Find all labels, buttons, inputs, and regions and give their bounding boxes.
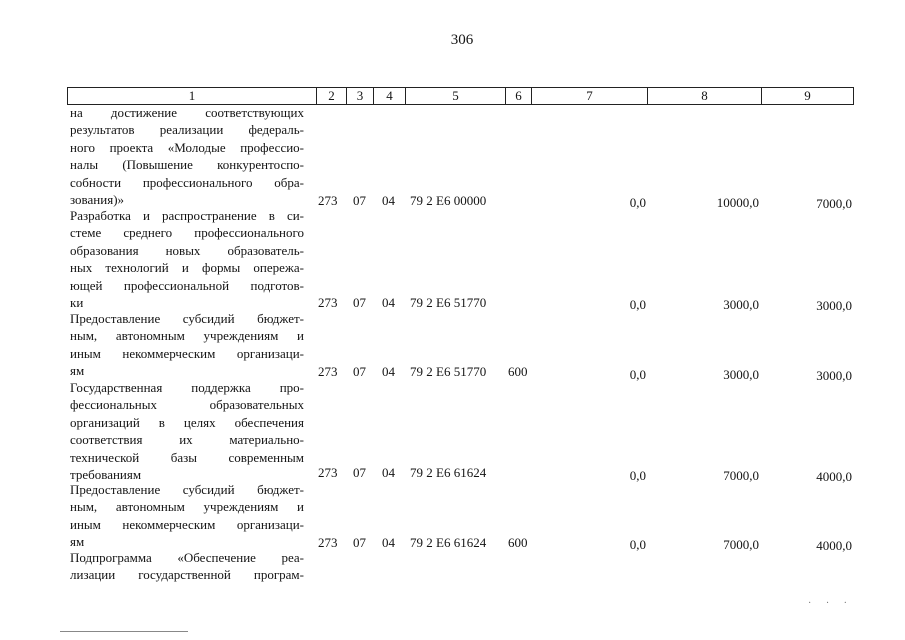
cell-ministry: 273	[318, 535, 338, 550]
header-col-8: 8	[648, 87, 762, 105]
header-col-5: 5	[406, 87, 506, 105]
cell-ministry: 273	[318, 295, 338, 310]
description-line: ям	[70, 534, 85, 550]
cell-target-code: 79 2 Е6 61624	[410, 465, 487, 480]
cell-col9-value: 7000,0	[816, 196, 852, 211]
cell-col8-value: 7000,0	[723, 537, 759, 552]
description-line: ки	[70, 295, 84, 311]
description-line: организаций в целях обеспечения	[70, 414, 304, 430]
header-col-2: 2	[317, 87, 347, 105]
description-line: образования новых образователь-	[70, 242, 304, 258]
cell-ministry: 273	[318, 364, 338, 379]
cell-col7-value: 0,0	[629, 537, 646, 552]
cell-expense-type: 600	[508, 535, 528, 550]
cell-target-code: 79 2 Е6 61624	[410, 535, 487, 550]
row-description	[70, 310, 304, 380]
cell-subsection: 04	[382, 535, 395, 550]
description-line: Подпрограмма «Обеспечение реа-	[70, 550, 304, 565]
description-line: Предоставление субсидий бюджет-	[70, 311, 304, 326]
cell-section: 07	[353, 364, 366, 379]
description-line: Разработка и распространение в си-	[70, 208, 304, 223]
row-description	[70, 379, 304, 483]
cell-col8-value: 10000,0	[716, 195, 759, 210]
cell-target-code: 79 2 Е6 51770	[410, 295, 487, 310]
description-line: результатов реализации федераль-	[70, 122, 304, 138]
description-line: зования)»	[70, 192, 125, 208]
row-description	[70, 481, 304, 551]
row-description	[70, 207, 304, 311]
cell-col8-value: 3000,0	[723, 367, 759, 382]
cell-section: 07	[353, 465, 366, 480]
cell-col9-value: 3000,0	[816, 368, 852, 383]
description-line: иным некоммерческим организаци-	[70, 345, 304, 361]
description-line: налы (Повышение конкурентоспо-	[70, 157, 304, 173]
row-description	[70, 549, 304, 584]
description-line: ных технологий и формы опережа-	[70, 260, 304, 276]
description-line: на достижение соответствующих	[70, 105, 304, 120]
cell-subsection: 04	[382, 295, 395, 310]
scan-marks: · · ·	[808, 598, 853, 609]
description-line: ного проекта «Молодые профессио-	[70, 139, 304, 155]
description-line: иным некоммерческим организаци-	[70, 516, 304, 532]
header-col-9: 9	[762, 87, 854, 105]
cell-col8-value: 3000,0	[723, 297, 759, 312]
description-line: ям	[70, 363, 85, 379]
description-line: технической базы современным	[70, 449, 304, 465]
cell-target-code: 79 2 Е6 51770	[410, 364, 487, 379]
description-line: стеме среднего профессионального	[70, 225, 304, 241]
description-line: фессиональных образовательных	[70, 397, 304, 413]
description-line: ным, автономным учреждениям и	[70, 328, 304, 344]
cell-col7-value: 0,0	[629, 297, 646, 312]
description-line: Государственная поддержка про-	[70, 380, 304, 395]
cell-subsection: 04	[382, 193, 395, 208]
cell-expense-type: 600	[508, 364, 528, 379]
cell-ministry: 273	[318, 465, 338, 480]
header-col-3: 3	[347, 87, 374, 105]
cell-col8-value: 7000,0	[723, 468, 759, 483]
description-line: ющей профессиональной подготов-	[70, 277, 304, 293]
cell-col9-value: 4000,0	[816, 538, 852, 553]
cell-section: 07	[353, 535, 366, 550]
description-line: лизации государственной програм-	[70, 567, 304, 583]
description-line: Предоставление субсидий бюджет-	[70, 482, 304, 497]
cell-ministry: 273	[318, 193, 338, 208]
header-col-6: 6	[506, 87, 532, 105]
cell-section: 07	[353, 193, 366, 208]
page-number: 306	[450, 32, 474, 48]
header-col-4: 4	[374, 87, 406, 105]
cell-subsection: 04	[382, 465, 395, 480]
cell-col7-value: 0,0	[629, 195, 646, 210]
row-description	[70, 104, 304, 208]
cell-col7-value: 0,0	[629, 468, 646, 483]
cell-section: 07	[353, 295, 366, 310]
cell-subsection: 04	[382, 364, 395, 379]
cell-col7-value: 0,0	[629, 367, 646, 382]
header-col-1: 1	[67, 87, 317, 105]
cell-col9-value: 4000,0	[816, 469, 852, 484]
description-line: собности профессионального обра-	[70, 174, 304, 190]
cell-col9-value: 3000,0	[816, 298, 852, 313]
footer-rule	[60, 631, 188, 632]
description-line: соответствия их материально-	[70, 432, 304, 448]
description-line: ным, автономным учреждениям и	[70, 499, 304, 515]
cell-target-code: 79 2 Е6 00000	[410, 193, 487, 208]
header-col-7: 7	[532, 87, 648, 105]
description-line: требованиям	[70, 467, 142, 483]
